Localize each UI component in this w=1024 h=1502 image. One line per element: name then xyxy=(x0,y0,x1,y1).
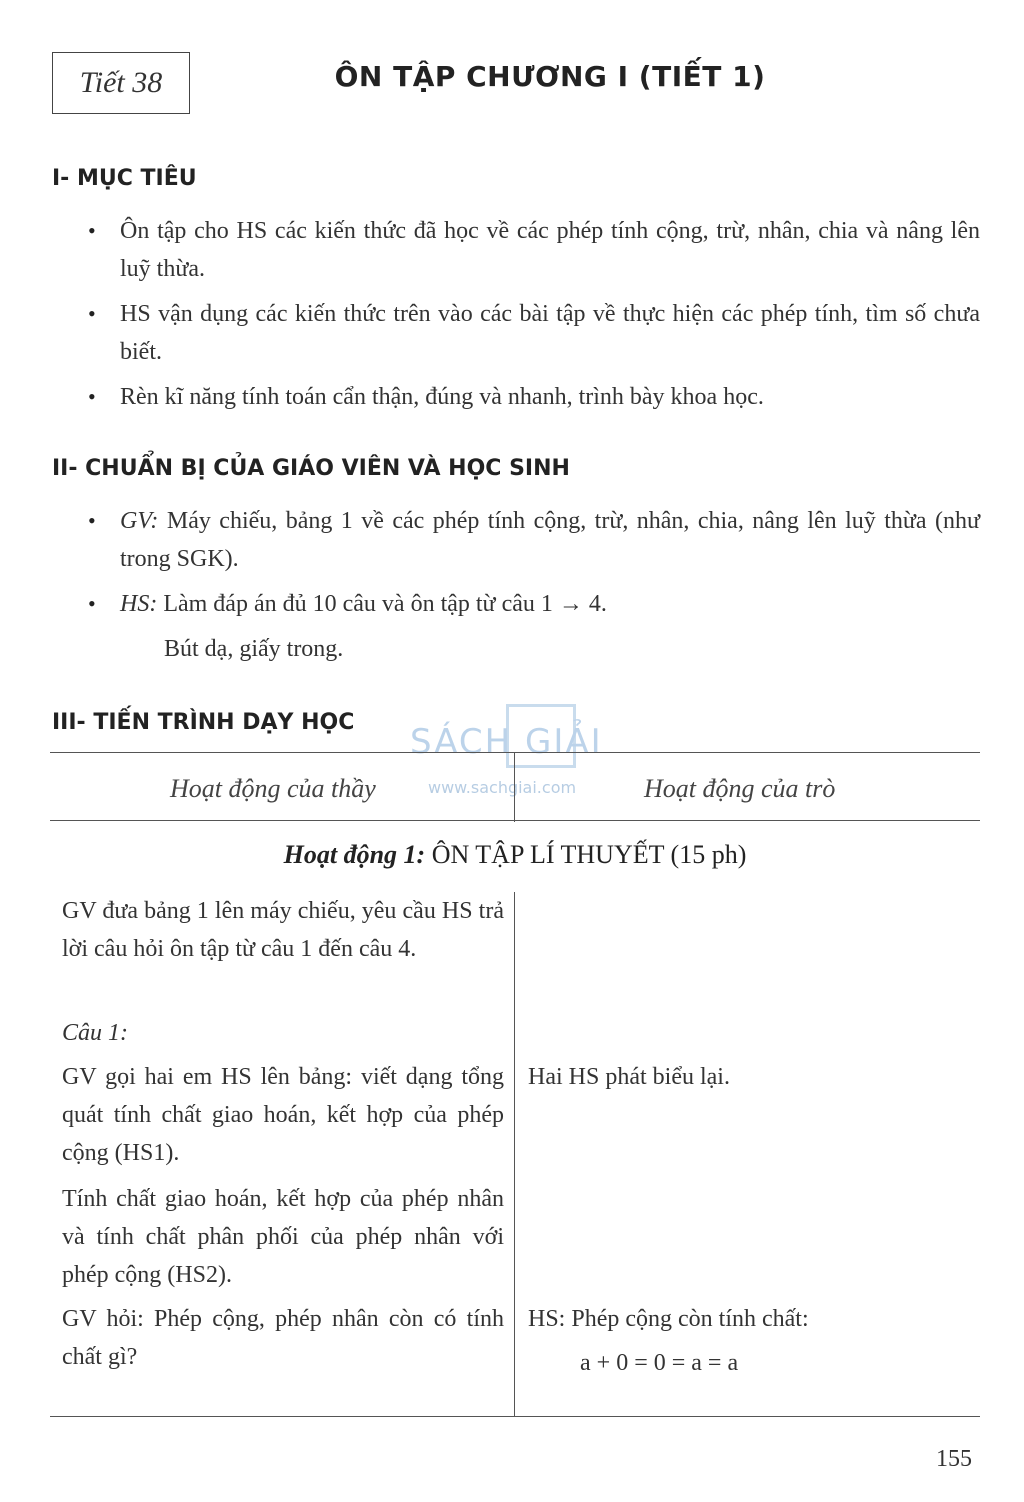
watermark-url: www.sachgiai.com xyxy=(428,778,577,797)
hs-text: Làm đáp án đủ 10 câu và ôn tập từ câu 1 → 4. xyxy=(163,591,607,617)
teacher-paragraph-2: GV gọi hai em HS lên bảng: viết dạng tổng quát tính chất giao hoán, kết hợp của phép cộng (HS1). xyxy=(62,1064,504,1166)
preparation-item-hs xyxy=(88,585,980,623)
teacher-paragraph-3: Tính chất giao hoán, kết hợp của phép nhân và tính chất phân phối của phép nhân với phép cộng (HS2). xyxy=(62,1186,504,1288)
bullet-icon: • xyxy=(88,591,96,616)
section-process-heading: III- TIẾN TRÌNH DẠY HỌC xyxy=(52,710,355,735)
lesson-number: Tiết 38 xyxy=(79,66,163,99)
page-title: ÔN TẬP CHƯƠNG I (TIẾT 1) xyxy=(334,60,766,93)
bullet-icon: • xyxy=(88,301,96,326)
activity-name: ÔN TẬP LÍ THUYẾT (15 ph) xyxy=(431,840,747,869)
watermark-brand: SÁCH GIẢI xyxy=(410,722,603,762)
objective-item-1: • Ôn tập cho HS các kiến thức đã học về các phép tính cộng, trừ, nhân, chia và nâng lên luỹ thừa. xyxy=(88,212,980,288)
teacher-paragraph-1: GV đưa bảng 1 lên máy chiếu, yêu cầu HS trả lời câu hỏi ôn tập từ câu 1 đến câu 4. xyxy=(62,898,504,962)
lesson-number-box xyxy=(52,52,190,114)
section-objectives-heading: I- MỤC TIÊU xyxy=(52,166,197,191)
column-header-student: Hoạt động của trò xyxy=(644,774,836,803)
hs-label: HS: xyxy=(120,591,158,617)
page-number: 155 xyxy=(936,1446,972,1472)
student-formula: a + 0 = 0 = a = a xyxy=(580,1350,739,1376)
teacher-paragraph-4: GV hỏi: Phép cộng, phép nhân còn có tính chất gì? xyxy=(62,1306,504,1370)
table-header-divider xyxy=(514,752,515,822)
bullet-icon: • xyxy=(88,508,96,533)
gv-label: GV: xyxy=(120,508,159,534)
table-bottom-rule xyxy=(50,1416,980,1417)
activity-title xyxy=(50,840,980,870)
table-header-rule xyxy=(50,820,980,821)
section-preparation-heading: II- CHUẨN BỊ CỦA GIÁO VIÊN VÀ HỌC SINH xyxy=(52,456,570,481)
table-body-divider xyxy=(514,892,515,1416)
preparation-item-gv xyxy=(88,502,980,578)
bullet-icon: • xyxy=(88,384,96,409)
objective-item-2: • HS vận dụng các kiến thức trên vào các bài tập về thực hiện các phép tính, tìm số chưa biết. xyxy=(88,295,980,371)
student-response-1: Hai HS phát biểu lại. xyxy=(528,1064,730,1090)
bullet-icon: • xyxy=(88,218,96,243)
column-header-teacher: Hoạt động của thầy xyxy=(170,774,376,803)
watermark xyxy=(410,704,610,804)
activity-label: Hoạt động 1: xyxy=(283,840,426,869)
objective-item-3: • Rèn kĩ năng tính toán cẩn thận, đúng và nhanh, trình bày khoa học. xyxy=(88,378,980,416)
gv-text: Máy chiếu, bảng 1 về các phép tính cộng, trừ, nhân, chia, nâng lên luỹ thừa (như trong SGK). xyxy=(120,508,980,572)
preparation-hs-extra: Bút dạ, giấy trong. xyxy=(164,636,344,662)
student-response-2: HS: Phép cộng còn tính chất: xyxy=(528,1306,809,1332)
teacher-question-label: Câu 1: xyxy=(62,1020,128,1046)
table-top-rule xyxy=(50,752,980,753)
